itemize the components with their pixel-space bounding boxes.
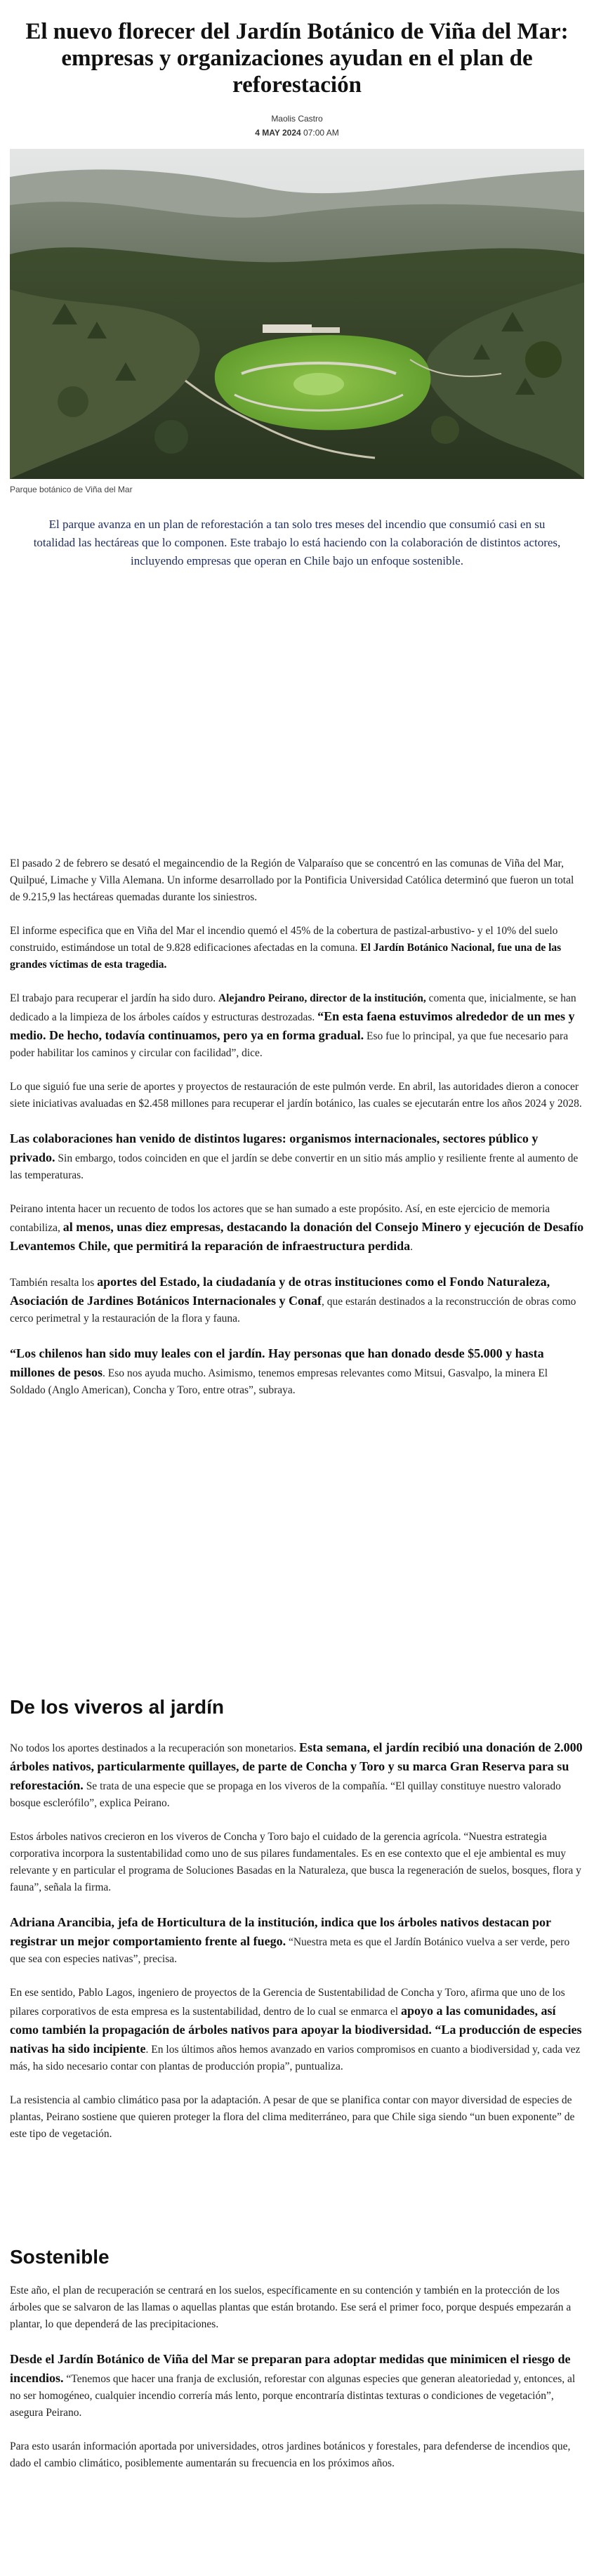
- article-date: [0, 128, 594, 138]
- image-caption: Parque botánico de Viña del Mar: [10, 485, 133, 494]
- text-run: Sin embargo, todos coinciden en que el jardín se debe convertir en un sitio más amplio y resiliente frente al aumento de las temperaturas.: [10, 1152, 579, 1181]
- text-run: También resalta los: [10, 1277, 98, 1289]
- text-run: . En los últimos años hemos avanzado en varios compromisos en cuanto a biodiversidad y, cada vez más, ha sido necesario contar con plantas de producción propia”, puntualiza.: [10, 2044, 581, 2072]
- section-heading-viveros: De los viveros al jardín: [10, 1696, 225, 1718]
- text-run: “Tenemos que hacer una franja de exclusión, reforestar con algunas especies que generan aleatoriedad y, entonces, al no ser homogéneo, cualquier incendio correría más lento, porque encontraría distintas texturas o condiciones de vegetación”, asegura Peirano.: [10, 2373, 576, 2419]
- text-run-bold: Esta semana, el jardín recibió una donación de 2.000 árboles nativos, particularmente quillayes, de parte de Concha y Toro y su marca Gran Reserva para su reforestación.: [10, 1740, 583, 1792]
- paragraph: Estos árboles nativos crecieron en los viveros de Concha y Toro bajo el cuidado de la gerencia agrícola. “Nuestra estrategia corporativa incorpora la sustentabilidad como uno de sus pilares fundamentales. Es en ese contexto que el eje ambiental es muy relevante y en particular el programa de Soluciones Basadas en la Naturaleza, que busca la regeneración de suelos, bosques, flora y fauna”, señala la firma.: [10, 1831, 581, 1893]
- text-run: El informe especifica que en Viña del Mar el incendio quemó el 45% de la cobertura de pastizal-arbustivo- y el 10% del suelo construido, estimándose un total de 9.828 edificaciones afectadas en la comuna.: [10, 925, 558, 954]
- text-run: comenta que, inicialmente, se han dedicado a la limpieza de los árboles caídos y estructuras destrozadas.: [10, 992, 576, 1023]
- paragraph: La resistencia al cambio climático pasa por la adaptación. A pesar de que se planifica contar con mayor diversidad de especies de plantas, Peirano sostiene que quieren proteger la flora del clima mediterráneo, para que Chile siga siendo “un buen exponente” de este tipo de vegetación.: [10, 2094, 575, 2140]
- text-run: Se trata de una especie que se propaga en los viveros de la compañía. “El quillay constituye nuestro valorado bosque esclerófilo”, explica Peirano.: [10, 1780, 561, 1809]
- paragraph: El pasado 2 de febrero se desató el megaincendio de la Región de Valparaíso que se concentró en las comunas de Viña del Mar, Quilpué, Limache y Villa Alemana. Un informe desarrollado por la Pontificia Universidad Católica determinó que fueron un total de 9.215,9 las hectáreas quemadas durante los siniestros.: [10, 857, 574, 903]
- paragraph: [10, 2350, 584, 2421]
- text-run-bold: al menos, unas diez empresas, destacando la donación del Consejo Minero y ejecución de Desafío Levantemos Chile, que permitirá la reparación de infraestructura perdida: [10, 1220, 584, 1253]
- date-value: 4 MAY 2024: [255, 128, 301, 138]
- article-author[interactable]: Maolis Castro: [271, 114, 323, 124]
- paragraph: [10, 1129, 584, 1184]
- text-run-bold: aportes del Estado, la ciudadanía y de otras instituciones como el Fondo Naturaleza, Asociación de Jardines Botánicos Internacionales y Conaf: [10, 1275, 550, 1308]
- text-run: .: [410, 1241, 413, 1253]
- text-run: El trabajo para recuperar el jardín ha sido duro.: [10, 992, 218, 1004]
- text-run-bold: “Los chilenos han sido muy leales con el jardín. Hay personas que han donado desde $5.000 y hasta millones de pesos: [10, 1346, 544, 1379]
- paragraph: [10, 990, 584, 1062]
- section-heading-sostenible: Sostenible: [10, 2246, 110, 2268]
- text-run: Peirano intenta hacer un recuento de todos los actores que se han sumado a este propósito. Así, en este ejercicio de memoria contabiliza,: [10, 1203, 550, 1234]
- paragraph: [10, 1985, 584, 2075]
- section-sostenible: [10, 2282, 584, 2489]
- article-title: El nuevo florecer del Jardín Botánico de Viña del Mar: empresas y organizaciones ayudan en el plan de reforestación: [25, 19, 569, 98]
- text-run: “Nuestra meta es que el Jardín Botánico vuelva a ser verde, pero que sea con especies nativas”, precisa.: [10, 1936, 570, 1965]
- section-intro: [10, 855, 584, 1416]
- time-value: 07:00 AM: [303, 128, 339, 138]
- text-run-bold: Alejandro Peirano, director de la institución,: [218, 992, 426, 1004]
- paragraph: [10, 923, 584, 973]
- text-run-bold: apoyo a las comunidades, así como también la propagación de árboles nativos para apoyar la biodiversidad. “La producción de especies nativas ha sido incipiente: [10, 2004, 582, 2056]
- article-lede: El parque avanza en un plan de reforestación a tan solo tres meses del incendio que consumió casi en su totalidad las hectáreas que lo componen. Este trabajo lo está haciendo con la colaboración de distintos actores, incluyendo empresas que operan en Chile bajo un enfoque sostenible.: [33, 518, 561, 567]
- paragraph: Lo que siguió fue una serie de aportes y proyectos de restauración de este pulmón verde. En abril, las autoridades dieron a conocer siete iniciativas avaluadas en $2.458 millones para recuperar el jardín botánico, las cuales se ejecutarán entre los años 2024 y 2028.: [10, 1081, 582, 1110]
- text-run: En ese sentido, Pablo Lagos, ingeniero de proyectos de la Gerencia de Sustentabilidad de Concha y Toro, afirma que uno de los pilares corporativos de esta empresa es la sustentabilidad, dentro de lo cual se enmarca el: [10, 1987, 565, 2018]
- paragraph: [10, 1913, 584, 1968]
- text-run: Eso fue lo principal, ya que fue necesario para poder habilitar los caminos y circular con facilidad”, dice.: [10, 1030, 569, 1059]
- text-run: . Eso nos ayuda mucho. Asimismo, tenemos empresas relevantes como Mitsui, Gasvalpo, la minera El Soldado (Anglo American), Concha y Toro, entre otras”, subraya.: [10, 1367, 548, 1396]
- text-run: , que estarán destinados a la reconstrucción de obras como cerco perimetral y la restauración de la flora y fauna.: [10, 1296, 576, 1325]
- text-run-bold: “En esta faena estuvimos alrededor de un mes y medio. De hecho, todavía continuamos, pero ya en forma gradual.: [10, 1009, 575, 1042]
- paragraph: [10, 1201, 584, 1256]
- paragraph: Para esto usarán información aportada por universidades, otros jardines botánicos y forestales, para defenderse de incendios que, dado el cambio climático, posiblemente aumentarán su frecuencia en los próximos años.: [10, 2440, 571, 2469]
- paragraph: [10, 1273, 584, 1327]
- paragraph: [10, 1738, 584, 1812]
- text-run: No todos los aportes destinados a la recuperación son monetarios.: [10, 1742, 299, 1754]
- text-run-bold: Las colaboraciones han venido de distintos lugares: organismos internacionales, sectores público y privado.: [10, 1131, 539, 1164]
- section-viveros: [10, 1738, 584, 2160]
- text-run-bold: Adriana Arancibia, jefa de Horticultura de la institución, indica que los árboles nativos destacan por registrar un mejor comportamiento frente al fuego.: [10, 1915, 551, 1948]
- text-run-bold: El Jardín Botánico Nacional, fue una de las grandes víctimas de esta tragedia.: [10, 942, 562, 971]
- text-run-bold: Desde el Jardín Botánico de Viña del Mar se preparan para adoptar medidas que minimicen el riesgo de incendios.: [10, 2352, 571, 2385]
- paragraph: Este año, el plan de recuperación se centrará en los suelos, específicamente en su contención y también en la protección de los árboles que se salvaron de las llamas o aquellas plantas que están brotando. Ese será el primer foco, porque después empezarán a plantar, lo que dependerá de las precipitaciones.: [10, 2285, 572, 2330]
- paragraph: [10, 1344, 584, 1399]
- hero-image: [10, 149, 584, 479]
